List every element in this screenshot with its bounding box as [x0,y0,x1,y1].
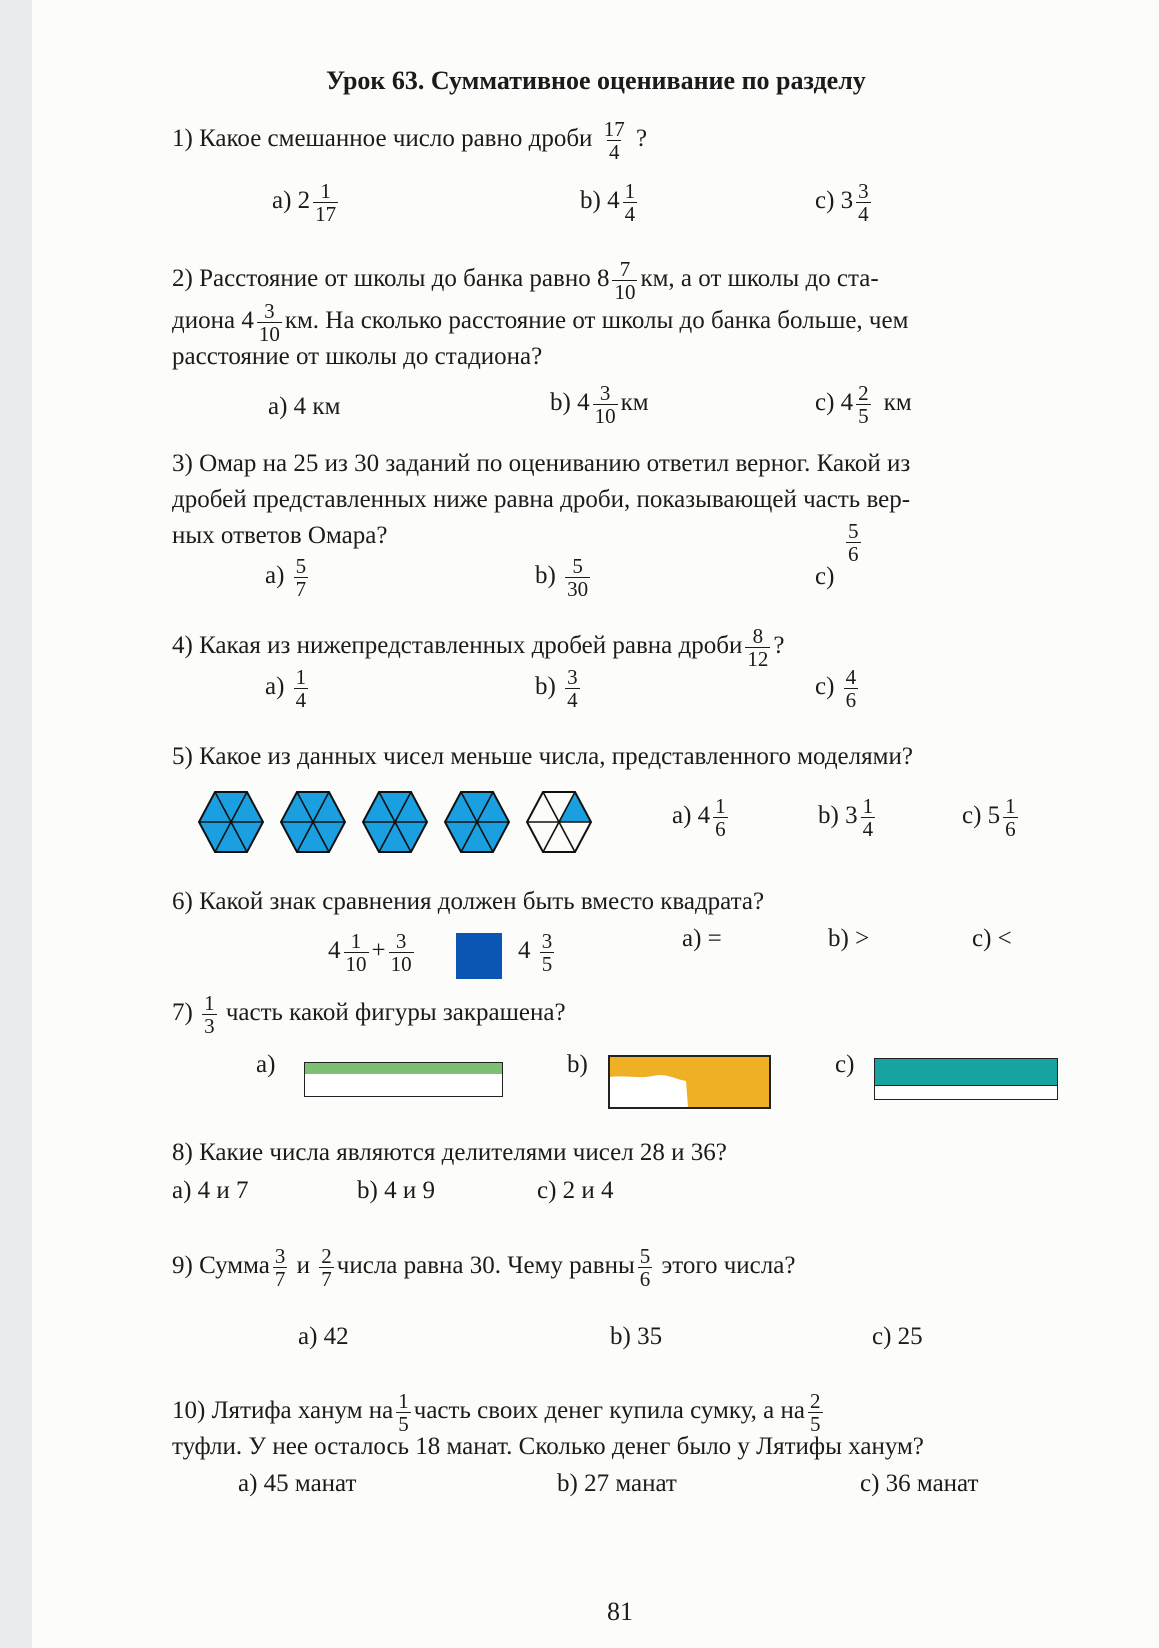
q6-option-b[interactable]: b) > [828,925,870,952]
q4-option-a[interactable]: a) $\frac{1}{4}$ [265,665,307,712]
question-4: 4) Какая из нижепредставленных дробей равна дроби $\frac{8}{12}$ ? [172,624,785,671]
question-5: 5) Какое из данных чисел меньше числа, представленного моделями? [172,743,913,770]
q7-figure-b [608,1055,771,1109]
q1-option-b[interactable]: b) 4 $\frac{1}{4}$ [580,179,636,226]
q3-option-c-label[interactable]: c) [815,563,835,590]
page-title: Урок 63. Суммативное оценивание по разделу [326,66,866,95]
question-1-text: 1) Какое смешанное число равно дроби [172,125,593,153]
q10-option-a[interactable]: a) 45 манат [238,1470,357,1497]
question-3-line-1: 3) Омар на 25 из 30 заданий по оцениванию ответил верног. Какой из [172,450,911,477]
q7-option-b[interactable]: b) [567,1051,588,1078]
hexagon-model-partial [526,790,592,854]
q7-option-c[interactable]: c) [835,1051,855,1078]
hexagon-model-full [280,790,346,854]
q3-option-c-fraction[interactable]: $\frac{5}{6}$ [848,519,859,566]
q1-option-a[interactable]: a) 2 $\frac{1}{17}$ [272,179,337,226]
hexagon-model-full [444,790,510,854]
q6-option-c[interactable]: c) < [972,925,1012,952]
question-10-line-1: 10) Лятифа ханум на $\frac{1}{5}$ часть своих денег купила сумку, а на $\frac{2}{5}$ [172,1389,821,1436]
hexagon-model-full [198,790,264,854]
q1-option-c[interactable]: c) 3 $\frac{3}{4}$ [815,179,869,226]
q3-option-a[interactable]: a) $\frac{5}{7}$ [265,554,307,601]
q5-option-b[interactable]: b) 3 $\frac{1}{4}$ [818,794,874,841]
q2-option-c[interactable]: c) 4 $\frac{2}{5}$ км [815,381,912,428]
q5-option-a[interactable]: a) 4 $\frac{1}{6}$ [672,794,726,841]
question-6: 6) Какой знак сравнения должен быть вместо квадрата? [172,888,765,915]
q8-option-a[interactable]: a) 4 и 7 [172,1177,249,1204]
q10-option-c[interactable]: c) 36 манат [860,1470,979,1497]
question-3-line-3: ных ответов Омара? [172,522,388,549]
q9-option-b[interactable]: b) 35 [610,1323,663,1350]
q8-option-c[interactable]: c) 2 и 4 [537,1177,614,1204]
q7-figure-a [304,1062,503,1097]
question-8: 8) Какие числа являются делителями чисел 28 и 36? [172,1139,727,1166]
question-9: 9) Сумма $\frac{3}{7}$ и $\frac{2}{7}$ числа равна 30. Чему равны $\frac{5}{6}$ этого числа? [172,1244,796,1291]
question-2-line-2: диона 4 $\frac{3}{10}$ км. На сколько расстояние от школы до банка больше, чем [172,299,909,346]
q8-option-b[interactable]: b) 4 и 9 [357,1177,435,1204]
q9-option-c[interactable]: c) 25 [872,1323,923,1350]
q5-option-c[interactable]: c) 5 $\frac{1}{6}$ [962,794,1016,841]
question-3-line-2: дробей представленных ниже равна дроби, показывающей часть вер- [172,486,911,513]
question-10-line-2: туфли. У нее осталось 18 манат. Сколько денег было у Лятифы ханум? [172,1433,924,1460]
q4-option-c[interactable]: c) $\frac{4}{6}$ [815,665,857,712]
q10-option-b[interactable]: b) 27 манат [557,1470,677,1497]
q2-option-a[interactable]: a) 4 км [268,393,341,420]
q6-right-operand: 4 $\frac{3}{5}$ [518,929,553,976]
q4-option-b[interactable]: b) $\frac{3}{4}$ [535,665,578,712]
q6-expression: 4 $\frac{1}{10}$ + $\frac{3}{10}$ [328,929,412,976]
hexagon-model-full [362,790,428,854]
q3-option-b[interactable]: b) $\frac{5}{30}$ [535,554,589,601]
question-2-line-1: 2) Расстояние от школы до банка равно 8 $\frac{7}{10}$ км, а от школы до ста- [172,257,879,304]
page-number: 81 [607,1597,633,1626]
q9-option-a[interactable]: a) 42 [298,1323,349,1350]
question-2-line-3: расстояние от школы до стадиона? [172,343,543,370]
comparison-square [456,933,502,979]
q7-figure-c [874,1058,1058,1100]
question-1: 1) Какое смешанное число равно дроби $\frac{17}{4}$ ? [172,117,648,164]
q6-option-a[interactable]: a) = [682,925,722,952]
q2-option-b[interactable]: b) 4 $\frac{3}{10}$ км [550,381,649,428]
question-7: 7) $\frac{1}{3}$ часть какой фигуры закрашена? [172,991,566,1038]
q7-option-a[interactable]: a) [256,1051,276,1078]
fraction: $\frac{17}{4}$ [603,117,625,164]
